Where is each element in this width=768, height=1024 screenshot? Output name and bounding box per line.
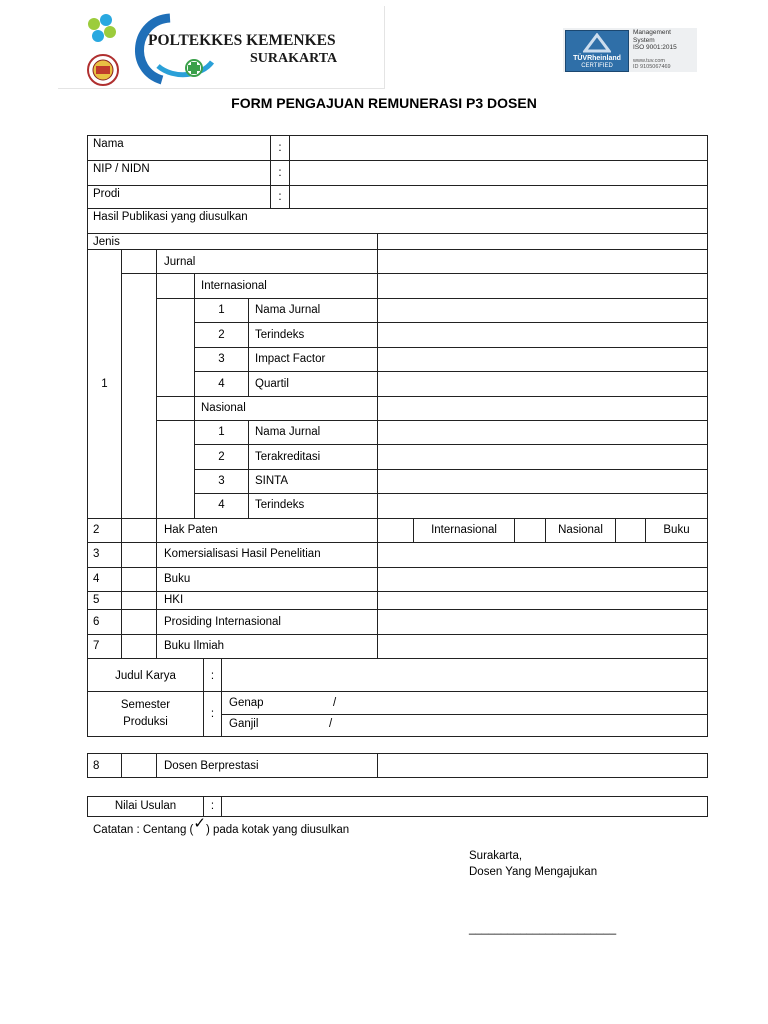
row-number: 6 bbox=[93, 616, 100, 628]
row-label: Buku bbox=[164, 573, 191, 585]
nas-item-label: Nama Jurnal bbox=[255, 426, 321, 438]
label-prodi: Prodi bbox=[93, 188, 120, 200]
row8-label: Dosen Berprestasi bbox=[164, 760, 259, 772]
label-jenis: Jenis bbox=[93, 236, 120, 248]
institution-emblem-icon bbox=[80, 10, 126, 86]
tuv-logo bbox=[565, 30, 629, 72]
form-title: FORM PENGAJUAN REMUNERASI P3 DOSEN bbox=[231, 95, 537, 111]
checkbox-buku[interactable] bbox=[122, 568, 156, 591]
tuv-certified: CERTIFIED bbox=[581, 63, 613, 69]
institution-city: SURAKARTA bbox=[250, 51, 338, 66]
label-semester-1: Semester bbox=[120, 699, 171, 711]
colon-prodi: : bbox=[278, 191, 282, 203]
label-nip: NIP / NIDN bbox=[93, 163, 150, 175]
checkbox-buku-ilmiah[interactable] bbox=[122, 635, 156, 658]
institution-logo-block bbox=[58, 6, 385, 89]
label-ganjil: Ganjil bbox=[229, 718, 259, 730]
label-genap: Genap bbox=[229, 697, 264, 709]
label-nama: Nama bbox=[93, 138, 124, 150]
colon-judul: : bbox=[210, 670, 215, 682]
row-number: 4 bbox=[93, 573, 100, 585]
label-semester-2: Produksi bbox=[123, 716, 168, 728]
nas-item-number: 1 bbox=[218, 426, 225, 438]
row1-number: 1 bbox=[101, 378, 108, 390]
iso-certification-badge bbox=[563, 28, 697, 72]
colon-nama: : bbox=[278, 142, 282, 154]
checkbox-prosiding[interactable] bbox=[122, 610, 156, 634]
checkbox-paten-buku[interactable] bbox=[616, 519, 645, 542]
colon-nilai: : bbox=[210, 800, 215, 812]
label-hak-paten: Hak Paten bbox=[164, 524, 218, 536]
signature-city: Surakarta, bbox=[469, 850, 523, 862]
row-label: HKI bbox=[164, 594, 184, 606]
checkbox-paten-nasional[interactable] bbox=[515, 519, 545, 542]
intl-item-label: Quartil bbox=[255, 378, 289, 390]
intl-item-number: 1 bbox=[218, 304, 225, 316]
label-nasional: Nasional bbox=[201, 402, 246, 414]
intl-item-label: Nama Jurnal bbox=[255, 304, 321, 316]
row8-number: 8 bbox=[93, 760, 100, 772]
cert-system-text bbox=[633, 29, 677, 52]
row-label: Komersialisasi Hasil Penelitian bbox=[164, 548, 321, 560]
intl-item-label: Impact Factor bbox=[255, 353, 326, 365]
row-number: 7 bbox=[93, 640, 100, 652]
judul-karya-field[interactable] bbox=[222, 659, 706, 691]
nas-item-number: 3 bbox=[218, 475, 225, 487]
signature-line: _______________________ bbox=[469, 923, 617, 935]
checkbox-komersialisasi[interactable] bbox=[122, 543, 156, 567]
nip-field[interactable] bbox=[290, 161, 706, 185]
row-number: 3 bbox=[93, 548, 100, 560]
label-internasional: Internasional bbox=[201, 280, 267, 292]
row-label: Buku Ilmiah bbox=[164, 640, 225, 652]
signature-role: Dosen Yang Mengajukan bbox=[469, 866, 598, 878]
tuv-triangle-icon bbox=[583, 33, 611, 53]
genap-field[interactable] bbox=[222, 692, 706, 714]
row-label: Prosiding Internasional bbox=[164, 616, 281, 628]
nas-item-label: Terakreditasi bbox=[255, 451, 321, 463]
row2-number: 2 bbox=[93, 524, 100, 536]
row-number: 5 bbox=[93, 594, 100, 606]
option-nasional: Nasional bbox=[558, 524, 603, 536]
intl-item-number: 4 bbox=[218, 378, 225, 390]
intl-item-number: 2 bbox=[218, 329, 225, 341]
intl-item-number: 3 bbox=[218, 353, 225, 365]
checkbox-hki[interactable] bbox=[122, 592, 156, 609]
note-suffix: ) pada kotak yang diusulkan bbox=[205, 824, 350, 836]
cert-line-1: Management bbox=[633, 29, 671, 36]
cert-contact bbox=[633, 58, 671, 70]
genap-slash: / bbox=[333, 697, 337, 709]
cert-line-2: System bbox=[633, 36, 655, 44]
nas-item-label: SINTA bbox=[255, 475, 289, 487]
option-buku: Buku bbox=[663, 524, 690, 536]
note-prefix: Catatan : Centang ( bbox=[93, 824, 194, 836]
checkbox-hak-paten[interactable] bbox=[122, 519, 156, 542]
cert-id: ID 9105067469 bbox=[633, 64, 671, 70]
ganjil-field[interactable] bbox=[222, 715, 706, 736]
label-nilai-usulan: Nilai Usulan bbox=[114, 800, 177, 812]
colon-nip: : bbox=[278, 167, 282, 179]
nas-item-number: 2 bbox=[218, 451, 225, 463]
institution-name: POLTEKKES KEMENKES bbox=[148, 32, 336, 49]
tuv-brand: TÜVRheinland bbox=[573, 55, 621, 62]
cert-line-3: ISO 9001:2015 bbox=[633, 44, 677, 51]
nas-item-number: 4 bbox=[218, 499, 225, 511]
colon-semester: : bbox=[210, 708, 215, 720]
cert-web: www.tuv.com bbox=[633, 58, 665, 64]
checkmark-icon: ✓ bbox=[193, 815, 206, 832]
checkbox-jurnal[interactable] bbox=[122, 250, 156, 273]
intl-item-label: Terindeks bbox=[255, 329, 305, 341]
ganjil-slash: / bbox=[329, 718, 333, 730]
option-internasional: Internasional bbox=[431, 524, 497, 536]
prodi-field[interactable] bbox=[290, 186, 706, 208]
section-heading: Hasil Publikasi yang diusulkan bbox=[93, 211, 248, 223]
checkbox-dosen-berprestasi[interactable] bbox=[122, 754, 156, 777]
nama-field[interactable] bbox=[290, 136, 706, 160]
nilai-usulan-field[interactable] bbox=[222, 797, 706, 816]
label-judul-karya: Judul Karya bbox=[115, 670, 176, 682]
checkbox-paten-internasional[interactable] bbox=[378, 519, 413, 542]
note-line bbox=[93, 815, 350, 837]
label-jurnal: Jurnal bbox=[164, 256, 196, 268]
nas-item-label: Terindeks bbox=[255, 499, 305, 511]
